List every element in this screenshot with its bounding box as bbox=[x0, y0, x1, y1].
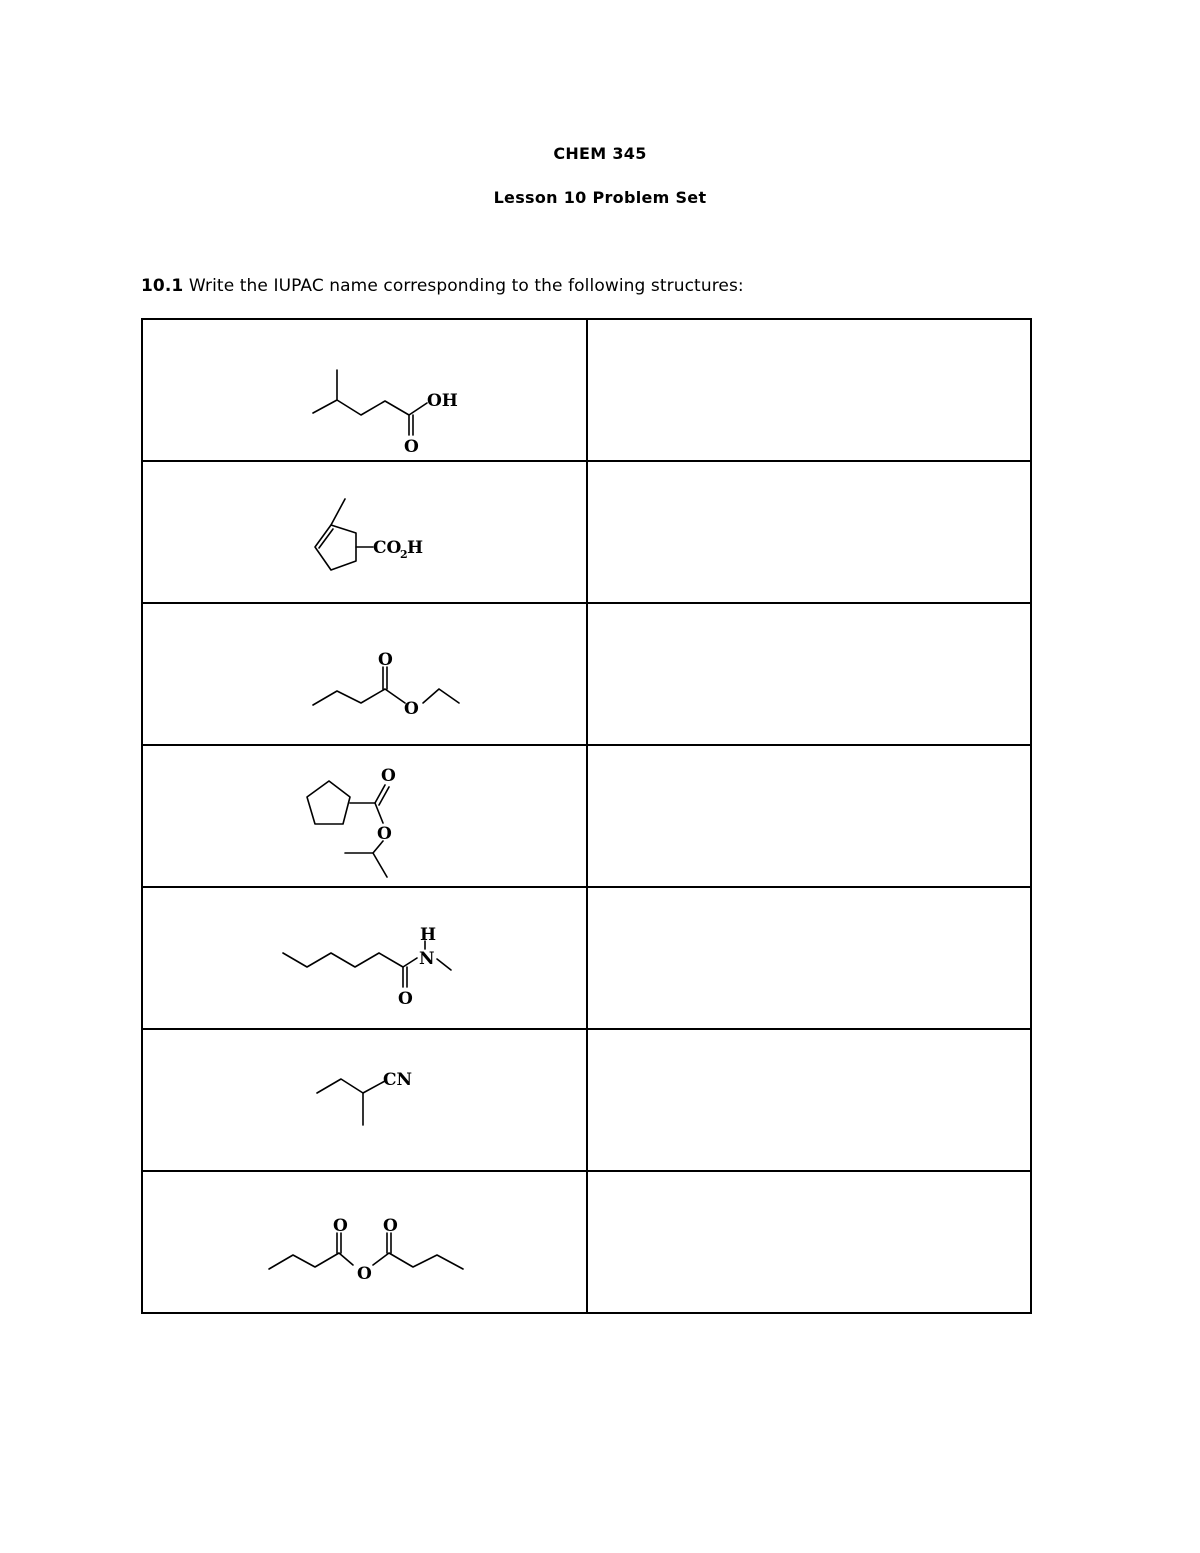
amide-nitrogen-label: N bbox=[418, 949, 435, 969]
carboxyl-co-label: CO bbox=[372, 538, 401, 558]
carbonyl-oxygen-label: O bbox=[380, 766, 396, 786]
structure-n-methylhexanamide bbox=[265, 903, 465, 1013]
question-prompt bbox=[141, 276, 744, 296]
table-row bbox=[142, 319, 1031, 461]
carboxyl-subscript-label: 2 bbox=[399, 548, 408, 561]
table-row bbox=[142, 887, 1031, 1029]
amide-hydrogen-label: H bbox=[419, 925, 436, 945]
structure-4-methylpentanoic-acid bbox=[265, 335, 465, 457]
table-row bbox=[142, 603, 1031, 745]
question-number: 10.1 bbox=[141, 276, 184, 296]
answer-table bbox=[141, 318, 1032, 1314]
structure-cell bbox=[142, 1029, 587, 1171]
answer-field[interactable] bbox=[587, 603, 1031, 745]
table-row bbox=[142, 461, 1031, 603]
structure-cell bbox=[142, 603, 587, 745]
carboxyl-h-label: H bbox=[406, 538, 423, 558]
structure-cell bbox=[142, 887, 587, 1029]
answer-field[interactable] bbox=[587, 319, 1031, 461]
problem-set-title: Lesson 10 Problem Set bbox=[493, 188, 707, 207]
structure-2-methylbutanenitrile bbox=[265, 1045, 465, 1155]
answer-field[interactable] bbox=[587, 887, 1031, 1029]
bridging-oxygen-label: O bbox=[356, 1264, 372, 1284]
answer-field[interactable] bbox=[587, 1029, 1031, 1171]
answer-field[interactable] bbox=[587, 1171, 1031, 1313]
course-title: CHEM 345 bbox=[553, 144, 647, 163]
carbonyl-oxygen-label: O bbox=[403, 437, 419, 457]
nitrile-label: CN bbox=[382, 1070, 412, 1090]
answer-field[interactable] bbox=[587, 461, 1031, 603]
ester-oxygen-label: O bbox=[403, 699, 419, 719]
answer-field[interactable] bbox=[587, 745, 1031, 887]
question-text: Write the IUPAC name corresponding to the following structures: bbox=[188, 276, 744, 296]
table-row bbox=[142, 745, 1031, 887]
structure-cell bbox=[142, 1171, 587, 1313]
table-row bbox=[142, 1171, 1031, 1313]
hydroxyl-label: OH bbox=[426, 391, 458, 411]
structure-methylcyclopentene-carboxylic-acid bbox=[265, 477, 465, 587]
structure-cell bbox=[142, 745, 587, 887]
carbonyl-oxygen-left-label: O bbox=[332, 1216, 348, 1236]
carbonyl-oxygen-right-label: O bbox=[382, 1216, 398, 1236]
structure-isopropyl-cyclopentanecarboxylate bbox=[265, 751, 465, 881]
structure-cell bbox=[142, 461, 587, 603]
carbonyl-oxygen-label: O bbox=[397, 989, 413, 1009]
ester-oxygen-label: O bbox=[376, 824, 392, 844]
structure-cell bbox=[142, 319, 587, 461]
structure-butanoic-anhydride bbox=[255, 1187, 475, 1297]
carbonyl-oxygen-label: O bbox=[377, 650, 393, 670]
structure-ethyl-butanoate bbox=[265, 619, 465, 729]
table-row bbox=[142, 1029, 1031, 1171]
